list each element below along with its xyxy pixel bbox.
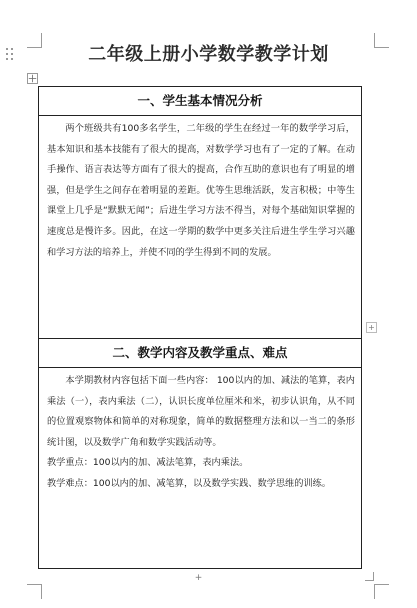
section2-paragraph: 本学期教材内容包括下面一些内容： 100以内的加、减法的笔算，表内乘法（一），表内乘法（二），认识长度单位厘米和米，初步认识角，从不同的位置观察物体和简单的对称现象，简单的数据整理方法和以一当二的条形统计图，以及数学广角和数学实践活动等。 (47, 375, 355, 448)
crop-mark-bottom-right (374, 584, 389, 599)
crop-mark-bottom-left (27, 584, 42, 599)
section2-difficulty: 教学难点：100以内的加、减笔算，以及数学实践、数学思维的训练。 (47, 477, 331, 489)
section1-header-cell[interactable] (39, 87, 361, 116)
document-title: 二年级上册小学数学教学计划 (88, 44, 329, 65)
resize-corner-icon[interactable] (365, 572, 374, 581)
section2-heading: 二、教学内容及教学重点、难点 (112, 345, 288, 360)
add-row-plus-icon[interactable]: + (194, 573, 203, 583)
plan-table (38, 86, 362, 569)
add-column-plus-icon[interactable]: + (366, 322, 377, 333)
section2-key-point: 教学重点：100以内的加、减法笔算，表内乘法。 (47, 457, 249, 469)
table-move-handle-icon[interactable] (27, 73, 38, 84)
move-arrows-icon (28, 74, 37, 83)
section1-paragraph: 两个班级共有100多名学生，二年级的学生在经过一年的数学学习后，基本知识和基本技能有了很大的提高，对数学学习也有了一定的了解。在动手操作、语言表达等方面有了很大的提高，合作互助的意识也有了明显的增强，但是学生之间存在着明显的差距。优等生思维活跃，发言积极；中等生课堂上几乎是“默默无闻”；后进生学习方法不得当，对每个基础知识掌握的速度总是慢许多。因此，在这一学期的数学中更多关注后进生学生学习兴趣和学习方法的培养上，并使不同的学生得到不同的发展。 (47, 123, 355, 258)
section1-heading: 一、学生基本情况分析 (137, 93, 263, 108)
section1-body-cell[interactable] (39, 116, 361, 339)
section2-body-cell[interactable] (39, 368, 361, 568)
section2-header-cell[interactable] (39, 339, 361, 368)
